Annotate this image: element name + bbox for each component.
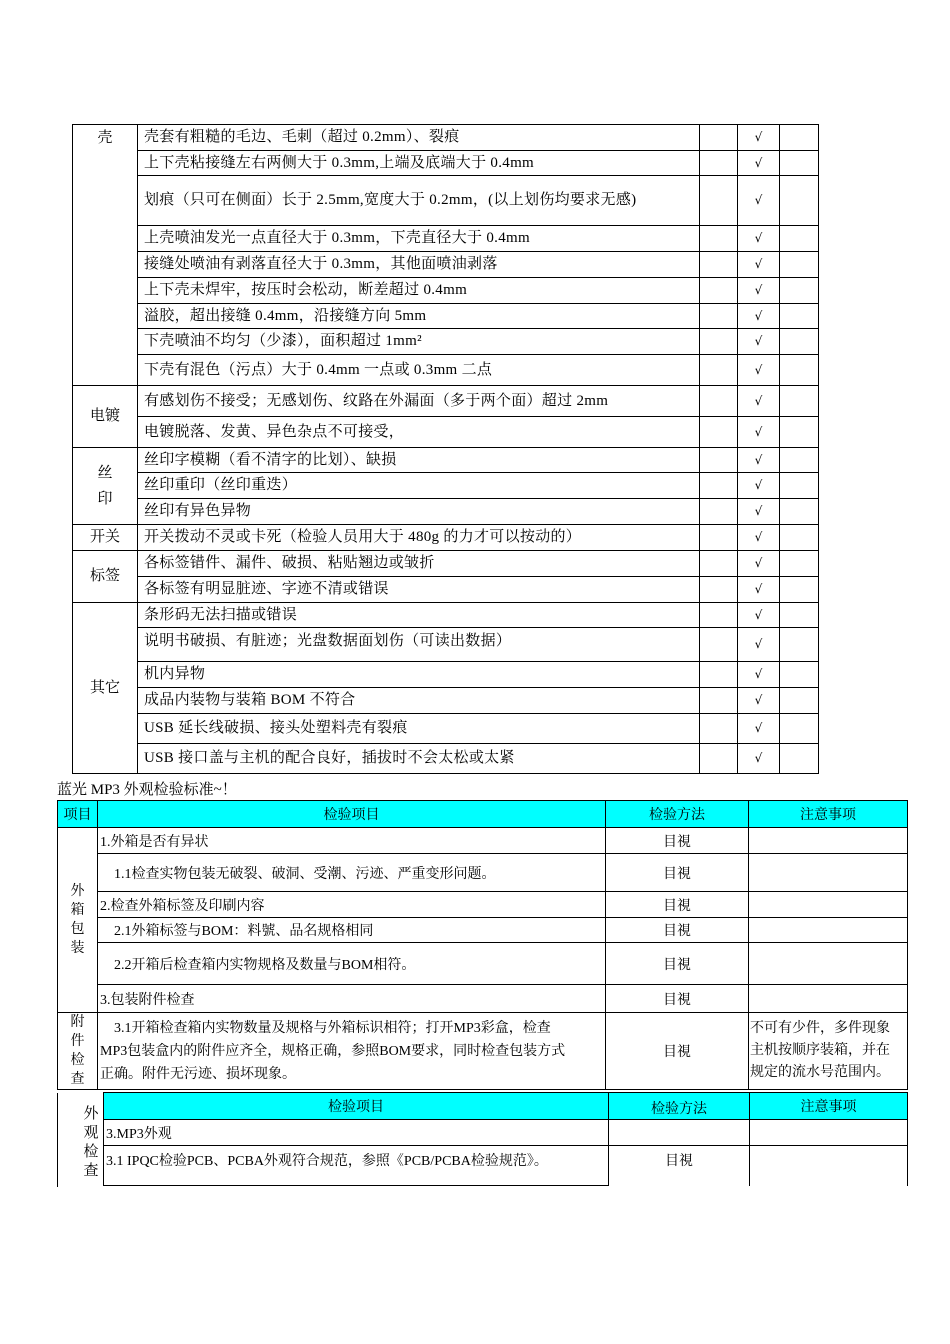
inspection-item: 2.检查外箱标签及印刷内容 <box>98 892 606 918</box>
empty-cell <box>749 892 908 918</box>
inspection-method: 目視 <box>606 985 749 1013</box>
defect-description: 成品内装物与装箱 BOM 不符合 <box>138 688 700 714</box>
empty-cell <box>780 386 819 417</box>
category-char: 印 <box>97 491 113 507</box>
empty-cell <box>749 828 908 854</box>
notes-cell <box>749 1013 908 1090</box>
defect-description: 机内异物 <box>138 662 700 688</box>
header-notes: 注意事项 <box>749 801 908 828</box>
header-project: 项目 <box>58 801 98 828</box>
empty-cell <box>780 628 819 662</box>
empty-cell <box>780 525 819 551</box>
defect-description: 壳套有粗糙的毛边、毛刺（超过 0.2mm）、裂痕 <box>138 125 700 151</box>
check-mark: √ <box>738 355 780 386</box>
check-mark: √ <box>738 448 780 473</box>
empty-cell <box>700 525 738 551</box>
empty-cell <box>700 744 738 774</box>
defect-description: USB 延长线破损、接头处塑料壳有裂痕 <box>138 714 700 744</box>
empty-cell <box>749 854 908 892</box>
empty-cell <box>780 662 819 688</box>
check-mark: √ <box>738 151 780 176</box>
empty-cell <box>700 226 738 252</box>
empty-cell <box>780 355 819 386</box>
defect-description: 接缝处喷油有剥落直径大于 0.3mm，其他面喷油剥落 <box>138 252 700 278</box>
category-label: 标签 <box>73 551 138 603</box>
inspection-item: 2.1外箱标签与BOM：料號、品名规格相同 <box>98 918 606 943</box>
empty-cell <box>700 499 738 525</box>
category-char: 观 <box>83 1125 99 1141</box>
category-char: 丝 <box>97 465 113 481</box>
header-inspection-method: 检验方法 <box>606 801 749 828</box>
note-line: 规定的流水号范围内。 <box>750 1065 890 1080</box>
empty-cell <box>700 473 738 499</box>
empty-cell <box>750 1146 908 1186</box>
category-char: 箱 <box>70 903 85 918</box>
note-line: 不可有少件，多件现象 <box>750 1021 890 1036</box>
empty-cell <box>700 151 738 176</box>
check-mark: √ <box>738 744 780 774</box>
empty-cell <box>700 355 738 386</box>
empty-cell <box>700 662 738 688</box>
check-mark: √ <box>738 525 780 551</box>
check-mark: √ <box>738 226 780 252</box>
inspection-method <box>609 1120 750 1146</box>
empty-cell <box>750 1120 908 1146</box>
empty-cell <box>749 985 908 1013</box>
category-char: 附 <box>70 1015 85 1030</box>
empty-cell <box>780 125 819 151</box>
empty-cell <box>700 577 738 603</box>
inspection-method: 目視 <box>606 1013 749 1090</box>
inspection-table-1 <box>72 124 819 774</box>
category-switch: 开关 <box>73 525 138 551</box>
defect-description: 丝印重印（丝印重迭） <box>138 473 700 499</box>
category-char: 检 <box>70 1053 85 1068</box>
empty-cell <box>700 551 738 577</box>
empty-cell <box>780 551 819 577</box>
header-inspection-item: 检验项目 <box>98 801 606 828</box>
empty-cell <box>780 278 819 304</box>
table-border-line <box>57 1093 58 1187</box>
defect-description: 丝印有异色异物 <box>138 499 700 525</box>
item-line: 正确。附件无污迹、损坏现象。 <box>100 1066 296 1082</box>
inspection-item: 3.包装附件检查 <box>98 985 606 1013</box>
category-silkscreen <box>73 448 138 525</box>
defect-description: 各标签错件、漏件、破损、粘贴翘边或皱折 <box>138 551 700 577</box>
inspection-method: 目視 <box>609 1146 750 1186</box>
header-inspection-method: 检验方法 <box>609 1093 750 1120</box>
category-char: 外 <box>83 1106 99 1122</box>
inspection-method: 目視 <box>606 854 749 892</box>
empty-cell <box>780 176 819 226</box>
empty-cell <box>700 125 738 151</box>
category-outer-box <box>58 828 98 1013</box>
defect-description: 上下壳粘接缝左右两侧大于 0.3mm,上端及底端大于 0.4mm <box>138 151 700 176</box>
check-mark: √ <box>738 176 780 226</box>
empty-cell <box>780 603 819 628</box>
check-mark: √ <box>738 252 780 278</box>
empty-cell <box>749 943 908 985</box>
defect-description: 条形码无法扫描或错误 <box>138 603 700 628</box>
check-mark: √ <box>738 577 780 603</box>
defect-description: 上壳喷油发光一点直径大于 0.3mm，下壳直径大于 0.4mm <box>138 226 700 252</box>
empty-cell <box>780 417 819 448</box>
category-plating: 电镀 <box>73 386 138 448</box>
inspection-method: 目視 <box>606 943 749 985</box>
category-char: 包 <box>70 922 85 937</box>
empty-cell <box>780 151 819 176</box>
category-char: 装 <box>70 941 85 956</box>
inspection-item: 3.1 IPQC检验PCB、PCBA外观符合规范，参照《PCB/PCBA检验规范》。 <box>104 1146 609 1186</box>
check-mark: √ <box>738 125 780 151</box>
empty-cell <box>780 714 819 744</box>
empty-cell <box>700 448 738 473</box>
inspection-item: 1.1检查实物包装无破裂、破洞、受潮、污迹、严重变形问题。 <box>98 854 606 892</box>
document-title: 蓝光 MP3 外观检验标准~！ <box>57 782 237 798</box>
check-mark: √ <box>738 278 780 304</box>
empty-cell <box>700 176 738 226</box>
defect-description: 划痕（只可在侧面）长于 2.5mm,宽度大于 0.2mm，(以上划伤均要求无感) <box>138 176 700 226</box>
empty-cell <box>780 577 819 603</box>
check-mark: √ <box>738 386 780 417</box>
check-mark: √ <box>738 329 780 355</box>
category-char: 查 <box>70 1072 85 1087</box>
header-notes: 注意事项 <box>750 1093 908 1120</box>
header-inspection-item: 检验项目 <box>104 1093 609 1120</box>
item-line: 3.1开箱检查箱内实物数量及规格与外箱标识相符；打开MP3彩盒，检查 <box>114 1020 551 1036</box>
defect-description: 溢胶，超出接缝 0.4mm，沿接缝方向 5mm <box>138 304 700 329</box>
empty-cell <box>780 304 819 329</box>
check-mark: √ <box>738 473 780 499</box>
defect-description: 有感划伤不接受；无感划伤、纹路在外漏面（多于两个面）超过 2mm <box>138 386 700 417</box>
defect-description: 开关拨动不灵或卡死（检验人员用大于 480g 的力才可以按动的） <box>138 525 700 551</box>
empty-cell <box>700 603 738 628</box>
category-char: 件 <box>70 1034 85 1049</box>
inspection-method: 目視 <box>606 918 749 943</box>
inspection-item: 3.MP3外观 <box>104 1120 609 1146</box>
empty-cell <box>780 252 819 278</box>
empty-cell <box>780 499 819 525</box>
empty-cell <box>700 304 738 329</box>
empty-cell <box>700 714 738 744</box>
empty-cell <box>700 628 738 662</box>
category-char: 查 <box>83 1163 99 1179</box>
check-mark: √ <box>738 551 780 577</box>
check-mark: √ <box>738 304 780 329</box>
empty-cell <box>780 329 819 355</box>
empty-cell <box>700 688 738 714</box>
empty-cell <box>780 448 819 473</box>
check-mark: √ <box>738 417 780 448</box>
item-line: MP3包装盒内的附件应齐全，规格正确，参照BOM要求，同时检查包装方式 <box>100 1043 566 1059</box>
check-mark: √ <box>738 499 780 525</box>
note-line: 主机按顺序装箱，并在 <box>750 1043 890 1058</box>
defect-description: USB 接口盖与主机的配合良好，插拔时不会太松或太紧 <box>138 744 700 774</box>
check-mark: √ <box>738 714 780 744</box>
category-shell: 壳 <box>73 125 138 386</box>
check-mark: √ <box>738 628 780 662</box>
category-accessory <box>58 1013 98 1090</box>
empty-cell <box>780 226 819 252</box>
inspection-table-3 <box>103 1092 908 1186</box>
check-mark: √ <box>738 603 780 628</box>
category-other: 其它 <box>73 603 138 774</box>
defect-description: 下壳喷油不均匀（少漆），面积超过 1mm² <box>138 329 700 355</box>
inspection-table-2 <box>57 800 908 1090</box>
empty-cell <box>780 744 819 774</box>
empty-cell <box>749 918 908 943</box>
defect-description: 电镀脱落、发黄、异色杂点不可接受， <box>138 417 700 448</box>
defect-description: 下壳有混色（污点）大于 0.4mm 一点或 0.3mm 二点 <box>138 355 700 386</box>
empty-cell <box>700 386 738 417</box>
empty-cell <box>780 473 819 499</box>
empty-cell <box>780 688 819 714</box>
empty-cell <box>700 278 738 304</box>
defect-description: 上下壳未焊牢，按压时会松动，断差超过 0.4mm <box>138 278 700 304</box>
defect-description: 说明书破损、有脏迹；光盘数据面划伤（可读出数据） <box>138 628 700 662</box>
category-char: 检 <box>83 1144 99 1160</box>
check-mark: √ <box>738 688 780 714</box>
inspection-method: 目視 <box>606 828 749 854</box>
defect-description: 各标签有明显脏迹、字迹不清或错误 <box>138 577 700 603</box>
category-appearance <box>81 1105 101 1181</box>
inspection-item: 2.2开箱后检查箱内实物规格及数量与BOM相符。 <box>98 943 606 985</box>
inspection-item: 1.外箱是否有异状 <box>98 828 606 854</box>
category-char: 外 <box>70 884 85 899</box>
check-mark: √ <box>738 662 780 688</box>
defect-description: 丝印字模糊（看不清字的比划）、缺损 <box>138 448 700 473</box>
inspection-method: 目視 <box>606 892 749 918</box>
empty-cell <box>700 252 738 278</box>
empty-cell <box>700 329 738 355</box>
empty-cell <box>700 417 738 448</box>
inspection-item <box>98 1013 606 1090</box>
